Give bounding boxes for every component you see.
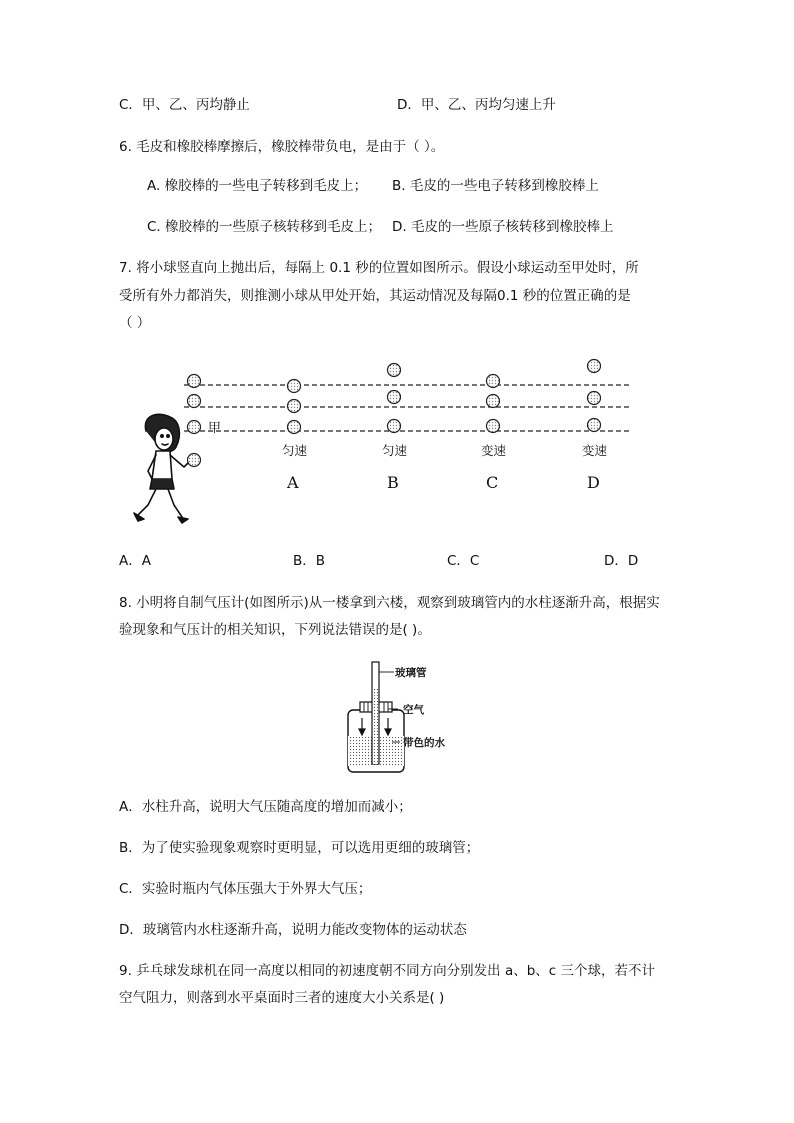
q9-stem-line-1: 9. 乒乓球发球机在同一高度以相同的初速度朝不同方向分别发出 a、b、c 三个球，若不计 xyxy=(119,963,656,979)
q6-option-c: C. 橡胶棒的一些原子核转移到毛皮上； xyxy=(147,219,382,235)
ball xyxy=(288,400,301,413)
option-d-motion: 变速 xyxy=(582,443,608,458)
q9-stem-line-2: 空气阻力，则落到水平桌面时三者的速度大小关系是( ) xyxy=(119,990,445,1006)
ball xyxy=(188,454,201,467)
option-d-letter: D xyxy=(587,473,600,492)
ball xyxy=(487,420,500,433)
ball xyxy=(487,375,500,388)
q8-stem-line-2: 验现象和气压计的相关知识，下列说法错误的是( )。 xyxy=(119,622,431,638)
q7-stem-line-3: （ ） xyxy=(119,315,151,331)
ball xyxy=(188,375,201,388)
q8-option-a: A．水柱升高，说明大气压随高度的增加而减小； xyxy=(119,799,412,815)
option-c-motion: 变速 xyxy=(481,443,507,458)
jia-label: 甲 xyxy=(208,421,222,436)
ball xyxy=(288,380,301,393)
q5-option-d: D．甲、乙、丙均匀速上升 xyxy=(397,97,556,113)
ball xyxy=(588,360,601,373)
ball xyxy=(588,419,601,432)
q7-stem-line-1: 7. 将小球竖直向上抛出后，每隔上 0.1 秒的位置如图所示。假设小球运动至甲处时，所 xyxy=(119,260,639,276)
q8-option-b: B．为了使实验现象观察时更明显，可以选用更细的玻璃管； xyxy=(119,840,480,856)
q6-option-b: B. 毛皮的一些电子转移到橡胶棒上 xyxy=(392,178,599,194)
ball xyxy=(487,395,500,408)
q8-stem-line-1: 8. 小明将自制气压计(如图所示)从一楼拿到六楼，观察到玻璃管内的水柱逐渐升高，根据实 xyxy=(119,595,660,611)
q7-option-d: D．D xyxy=(604,553,639,569)
q7-option-b: B．B xyxy=(293,553,326,569)
girl-illustration xyxy=(134,414,188,523)
q7-stem-line-2: 受所有外力都消失，则推测小球从甲处开始，其运动情况及每隔0.1 秒的位置正确的是 xyxy=(119,288,631,304)
q7-ball-figure xyxy=(128,355,648,530)
q6-stem: 6. 毛皮和橡胶棒摩擦后，橡胶棒带负电，是由于（ ）。 xyxy=(119,139,445,155)
option-b-letter: B xyxy=(387,473,399,492)
q7-option-a: A．A xyxy=(119,553,151,569)
ball xyxy=(188,421,201,434)
ball xyxy=(388,364,401,377)
ball xyxy=(388,391,401,404)
option-c-letter: C xyxy=(486,473,499,492)
ball xyxy=(288,421,301,434)
option-a-letter: A xyxy=(287,473,299,492)
water-column xyxy=(373,688,378,764)
q6-option-a: A. 橡胶棒的一些电子转移到毛皮上； xyxy=(147,178,368,194)
ball xyxy=(388,420,401,433)
option-a-motion: 匀速 xyxy=(282,443,308,458)
q5-option-c: C．甲、乙、丙均静止 xyxy=(119,97,250,113)
label-glass-tube: 玻璃管 xyxy=(395,667,427,679)
q6-option-d: D. 毛皮的一些原子核转移到橡胶棒上 xyxy=(392,219,614,235)
option-b-motion: 匀速 xyxy=(382,443,408,458)
q7-option-c: C．C xyxy=(447,553,480,569)
ball xyxy=(588,392,601,405)
ball xyxy=(188,395,201,408)
q8-option-d: D．玻璃管内水柱逐渐升高，说明力能改变物体的运动状态 xyxy=(119,922,467,938)
q8-option-c: C．实验时瓶内气体压强大于外界大气压； xyxy=(119,881,372,897)
label-colored-water: 带色的水 xyxy=(403,737,445,749)
label-air: 空气 xyxy=(403,704,424,716)
